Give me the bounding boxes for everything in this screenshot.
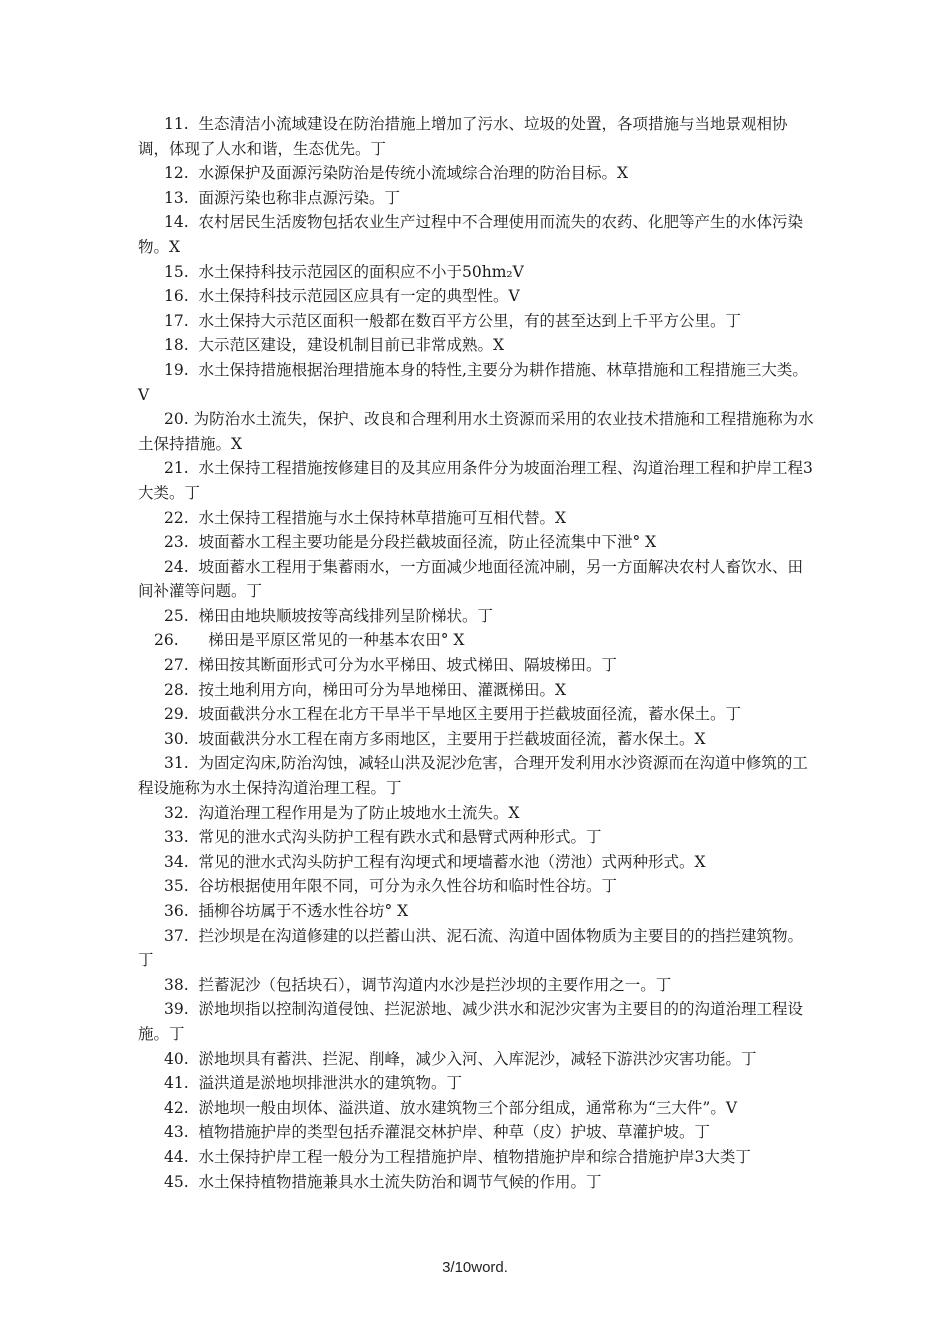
list-item: 42. 淤地坝一般由坝体、溢洪道、放水建筑物三个部分组成，通常称为“三大件”。V: [164, 1098, 738, 1117]
list-item: 13. 面源污染也称非点源污染。丁: [164, 188, 401, 207]
list-item: 36. 插柳谷坊属于不透水性谷坊° X: [164, 902, 409, 920]
list-item: 29. 坡面截洪分水工程在北方干旱半干旱地区主要用于拦截坡面径流，蓄水保土。丁: [164, 705, 742, 724]
list-item: 40. 淤地坝具有蓄洪、拦泥、削峰，减少入河、入库泥沙，减轻下游洪沙灾害功能。丁: [164, 1049, 757, 1068]
list-item: 39. 淤地坝指以控制沟道侵蚀、拦泥淤地、减少洪水和泥沙灾害为主要目的的沟道治理工程设施。丁: [138, 1000, 804, 1043]
list-item: 28. 按土地利用方向，梯田可分为旱地梯田、灌溉梯田。X: [164, 680, 567, 699]
list-item: 44. 水土保持护岸工程一般分为工程措施护岸、植物措施护岸和综合措施护岸3大类丁: [164, 1147, 751, 1166]
list-item: 16. 水土保持科技示范园区应具有一定的典型性。V: [164, 287, 520, 306]
list-item: 33. 常见的泄水式沟头防护工程有跌水式和悬臂式两种形式。丁: [164, 828, 602, 847]
list-item: 19. 水土保持措施根据治理措施本身的特性,主要分为耕作措施、林草措施和工程措施三大类。V: [138, 360, 808, 404]
list-item: 30. 坡面截洪分水工程在南方多雨地区，主要用于拦截坡面径流，蓄水保土。X: [164, 729, 706, 748]
list-item: 12. 水源保护及面源污染防治是传统小流域综合治理的防治目标。X: [164, 164, 629, 183]
list-item: 34. 常见的泄水式沟头防护工程有沟埂式和埂墙蓄水池（涝池）式两种形式。X: [164, 852, 706, 871]
list-item: 18. 大示范区建设，建设机制目前已非常成熟。X: [164, 336, 505, 355]
list-item: 32. 沟道治理工程作用是为了防止坡地水土流失。X: [164, 803, 520, 822]
list-item: 11. 生态清洁小流域建设在防治措施上增加了污水、垃圾的处置，各项措施与当地景观相协调，体现了人水和谐，生态优先。丁: [138, 115, 788, 158]
list-item: 24. 坡面蓄水工程用于集蓄雨水，一方面减少地面径流冲刷，另一方面解决农村人畜饮水、田间补灌等问题。丁: [138, 557, 804, 601]
list-item: 31. 为固定沟床,防治沟蚀，减轻山洪及泥沙危害，合理开发利用水沙资源而在沟道中修筑的工程设施称为水土保持沟道治理工程。丁: [138, 754, 808, 798]
list-item: 23. 坡面蓄水工程主要功能是分段拦截坡面径流，防止径流集中下泄° X: [164, 533, 657, 552]
list-item: 15. 水土保持科技示范园区的面积应不小于50hm₂V: [164, 262, 524, 281]
list-item: 17. 水土保持大示范区面积一般都在数百平方公里，有的甚至达到上千平方公里。丁: [164, 311, 742, 330]
list-item: 38. 拦蓄泥沙（包括块石），调节沟道内水沙是拦沙坝的主要作用之一。丁: [164, 975, 672, 994]
list-item: 35. 谷坊根据使用年限不同，可分为永久性谷坊和临时性谷坊。丁: [164, 877, 618, 896]
page-footer: 3/10word.: [442, 1259, 508, 1276]
list-item: 21. 水土保持工程措施按修建目的及其应用条件分为坡面治理工程、沟道治理工程和护岸工程3大类。丁: [138, 459, 813, 502]
list-item: 20. 为防治水土流失，保护、改良和合理利用水土资源而采用的农业技术措施和工程措施称为水土保持措施。X: [138, 410, 814, 453]
list-item: 14. 农村居民生活废物包括农业生产过程中不合理使用而流失的农药、化肥等产生的水体污染物。X: [138, 213, 804, 256]
list-item: 22. 水土保持工程措施与水土保持林草措施可互相代替。X: [164, 508, 567, 527]
list-item: 25. 梯田由地块顺坡按等高线排列呈阶梯状。丁: [164, 606, 494, 625]
list-item: 26. 梯田是平原区常见的一种基本农田° X: [154, 631, 465, 650]
document-body: [138, 112, 818, 1194]
list-item: 43. 植物措施护岸的类型包括乔灌混交林护岸、种草（皮）护坡、草灌护坡。丁: [164, 1123, 711, 1142]
list-item: 45. 水土保持植物措施兼具水土流失防治和调节气候的作用。丁: [164, 1172, 602, 1191]
list-item: 41. 溢洪道是淤地坝排泄洪水的建筑物。丁: [164, 1074, 463, 1093]
list-item: 37. 拦沙坝是在沟道修建的以拦蓄山洪、泥石流、沟道中固体物质为主要目的的挡拦建筑物。丁: [138, 926, 804, 970]
list-item: 27. 梯田按其断面形式可分为水平梯田、坡式梯田、隔坡梯田。丁: [164, 656, 618, 675]
